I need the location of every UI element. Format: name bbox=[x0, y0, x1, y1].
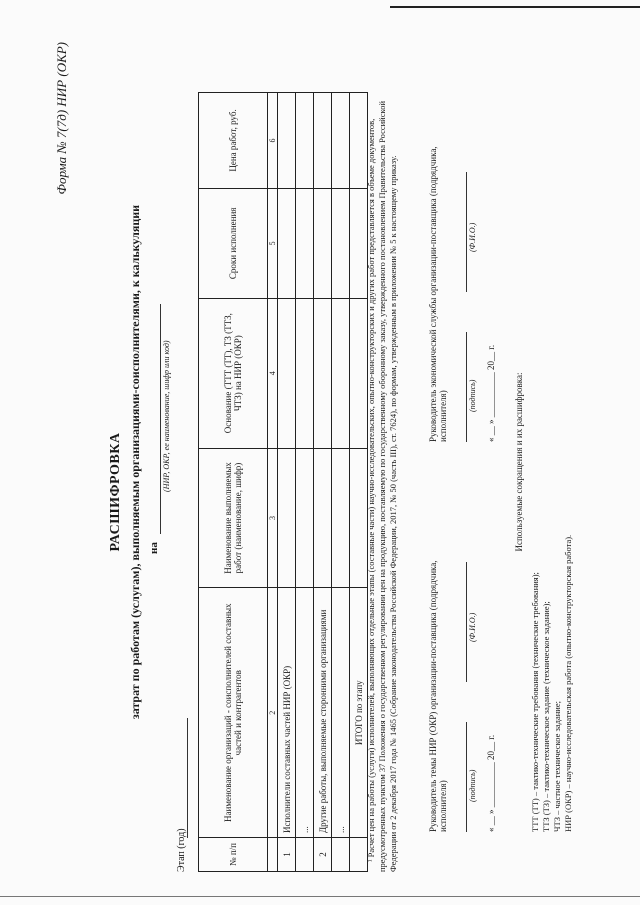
index-cell: 5 bbox=[268, 188, 278, 298]
abbreviations-heading: Используемые сокращения и их расшифровка: bbox=[514, 372, 524, 552]
abbreviations-list bbox=[530, 535, 574, 832]
date-line: « __ » __________ 20__ г. bbox=[486, 344, 496, 442]
na-hint: (НИР, ОКР, ее наименование, шифр или код) bbox=[162, 340, 171, 492]
table-row bbox=[296, 93, 314, 872]
signature-block-left bbox=[428, 532, 496, 832]
row-number bbox=[332, 838, 350, 872]
table-row bbox=[278, 93, 296, 872]
fio-line bbox=[466, 172, 467, 292]
header-cell: Цена работ, руб. bbox=[199, 93, 268, 189]
signer-role: Руководитель темы НИР (ОКР) организации-поставщика (подрядчика, исполнителя) bbox=[428, 560, 448, 832]
table-row bbox=[314, 93, 332, 872]
fio-caption: (Ф.И.О.) bbox=[468, 222, 477, 252]
signature-caption: (подпись) bbox=[468, 379, 477, 412]
signature-line bbox=[466, 722, 467, 832]
list-item: ТТТ (ТТ) – тактико-технические требования (технические требования); bbox=[530, 572, 540, 832]
header-cell: Основание (ТТТ (ТТ), ТЗ (ТТЗ, ЧТЗ) на НИР (ОКР) bbox=[199, 298, 268, 448]
row-number: 1 bbox=[278, 838, 296, 872]
signature-caption: (подпись) bbox=[468, 769, 477, 802]
index-cell bbox=[268, 838, 278, 872]
row-name: Исполнители составных частей НИР (ОКР) bbox=[278, 588, 296, 838]
scan-edge-top bbox=[390, 6, 640, 8]
stage-label: Этап (год) bbox=[176, 828, 187, 872]
header-cell: Наименование выполняемых работ (наименование, шифр) bbox=[199, 448, 268, 588]
document-subtitle: затрат по работам (услугам), выполняемым организациями-соисполнителями, к калькуляции bbox=[128, 204, 142, 720]
rotated-document-page bbox=[48, 32, 608, 872]
row-name: Другие работы, выполняемые сторонними организациями bbox=[314, 588, 332, 838]
date-line: « __ » __________ 20__ г. bbox=[486, 734, 496, 832]
na-label: на bbox=[148, 542, 160, 554]
costs-table bbox=[198, 92, 368, 872]
form-number: Форма № 7(7д) НИР (ОКР) bbox=[54, 42, 69, 195]
signature-block-right bbox=[428, 122, 496, 442]
document-title: РАСШИФРОВКА bbox=[108, 432, 123, 552]
index-cell: 4 bbox=[268, 298, 278, 448]
table-total-row bbox=[350, 93, 368, 872]
total-label: ИТОГО по этапу bbox=[350, 588, 368, 838]
footnote: ¹ Расчет цен на работы (услуги) исполнителей, выполняющих отдельные этапы (составные части) научно-исследовательских, опытно-конструкторских и других работ представляется в объеме документов, предусмотренных пунктом 37 Положения о государственном регулировании цен на продукцию, поставляемую по государственному оборонному заказу, утвержденного постановлением Правительства Российской Федерации от 2 декабря 2017 года № 1465 (Собрание законодательства Российской Федерации, 2017, № 50 (часть III), ст. 7624), по формам, утвержденным в приложении № 5 к настоящему приказу. bbox=[366, 100, 398, 872]
index-cell: 6 bbox=[268, 93, 278, 189]
list-item: НИР (ОКР) – научно-исследовательская работа (опытно-конструкторская работа). bbox=[563, 534, 573, 832]
index-cell: 2 bbox=[268, 588, 278, 838]
signer-role: Руководитель экономической службы организации-поставщика (подрядчика, исполнителя) bbox=[428, 146, 448, 442]
header-cell: № п/п bbox=[199, 838, 268, 872]
row-name: ... bbox=[332, 588, 350, 838]
fio-caption: (Ф.И.О.) bbox=[468, 612, 477, 642]
fio-line bbox=[466, 562, 467, 682]
row-number: 2 bbox=[314, 838, 332, 872]
signature-line bbox=[466, 332, 467, 442]
header-cell: Сроки исполнения bbox=[199, 188, 268, 298]
table-header-row bbox=[199, 93, 268, 872]
row-number bbox=[296, 838, 314, 872]
column-index-row bbox=[268, 93, 278, 872]
scan-edge-bottom bbox=[0, 896, 640, 897]
na-underline bbox=[160, 304, 161, 534]
list-item: ЧТЗ – частное техническое задание; bbox=[552, 701, 562, 832]
row-name: ... bbox=[296, 588, 314, 838]
index-cell: 3 bbox=[268, 448, 278, 588]
table-row bbox=[332, 93, 350, 872]
list-item: ТТЗ (ТЗ) – тактико-техническое задание (техническое задание); bbox=[541, 601, 551, 832]
header-cell: Наименование организаций - соисполнителей составных частей и контрагентов bbox=[199, 588, 268, 838]
stage-underline bbox=[187, 718, 188, 838]
